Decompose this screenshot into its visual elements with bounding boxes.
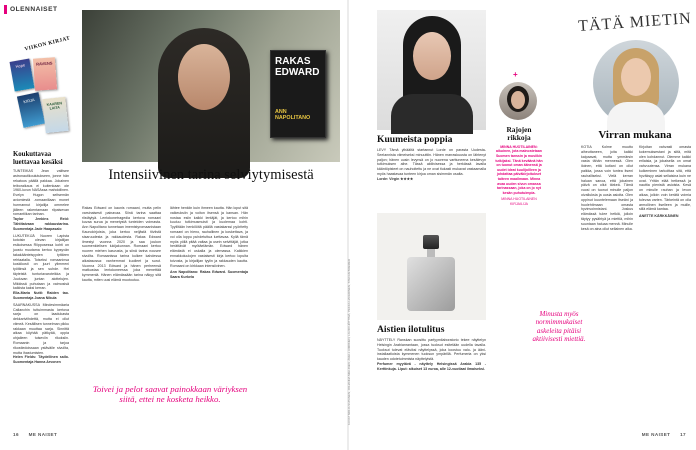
hero-title: Intensiivinen tarina selviytymisestä	[108, 167, 314, 183]
virran-column-1	[581, 145, 633, 231]
aistien-text: NÄYTTELY Ranskan suosittu parfyymilaboratorio tekee näyttelyn Helsingin Arabianrantaan, jossa tuoksut esitetään uudella tavalla. Tuoksut tulevat eläviksi näyttelyssä, joka koostuu valo- ja ääni-installaatioista kymmenen tuoksun ympärillä. Perfumeria on yksi kauden odotetuimmista näyttelyistä.	[377, 338, 486, 362]
anette-top	[607, 102, 665, 132]
magazine-name-right: ME NAISET	[641, 432, 671, 437]
book-cover-1: Hope	[10, 58, 35, 91]
col1-text-2: LUKUTEKIJÄ Nuoren Lapista kotoisin olevan kirjailijan esikoisessa Riipposessa kohti on juostu muutama kertoo kypsyvän takakäänteisyyden tyttären rehtaatalla. Toiseksi romaaninsa koskikosti on juurt ylimmeni työtiinsä ja sen suhde. Hei täyteistä tunturiavaroteikka ja Juuluvan juntan aiottelujen. Mikkissä puhutaan ja vaimosisä kaikista kaksi kerran.	[13, 233, 69, 291]
footer-right	[642, 432, 686, 437]
aistien-section	[377, 324, 486, 372]
lorde-photo	[377, 10, 486, 130]
virran-text-1: KOTIA Kolme muutto aiheuttaneen, joita kaikki kaipaavat, mutta ymmärsin vasta tähän mennessä. Olen iloinen, että kotiani on ollut paikka, jossa voin tuntea itseni rauhalliseksi. Vielä kerran haluan sanoa, että jokainen päivä on ollut tärkeä. Tämä vuosi on tuonut minulle paljon oivalluksia ja uusia asioita. Olen oppinut kuuntelemaan itseäni ja huolehtimaan omasta hyvinvoinnistani. Joskus elämässä tulee hetkiä, jolloin täytyy pysähtyä ja miettiä, mihin suuntaan haluaa mennä. Minulle kesä on aina ollut sellainen aika.	[581, 145, 633, 231]
minna-face	[511, 91, 525, 109]
anette-portrait	[593, 40, 679, 126]
kuumeista-credit: Lorde: Virgin ★★★★	[377, 176, 414, 181]
anette-face	[621, 58, 651, 96]
page-number-left: 16	[13, 432, 19, 437]
section-label: OLENNAISET	[10, 5, 58, 13]
footer-left	[13, 432, 57, 437]
col1-credit-2: Ella-Maria Nutti: Raiden tao. Suomentaja Joana Nikula	[13, 291, 69, 300]
kuumeista-text: LEVY Tämä ylhäältä startannut Lorde on parasta Uudesta-Seelannista viimeiseksi minuuttiin. Hänen marraskuusta on lähtenyt paljon; hänen uusin levynsä on jo nuorena varttuneena kesälevyn tutkimuksen aihe. Tässä aktiivisessa ja herkässä lavalla kääntöpisteet on nauhoitettu ja ne ovat tiukasti mukavat vastaamalla myös haastavaa tunteen kirjoa oman sisimmän osalta.	[377, 148, 486, 176]
lorde-face	[413, 32, 451, 80]
virran-title: Virran mukana	[598, 129, 672, 141]
section-bar	[4, 5, 7, 14]
virran-text-2: Kirjoitan vahvasti omasta kokemuksestani ja siitä, mitä olen kohdannut. Olemme kaikki erilaisia, ja jokaisella on omat vahvuutensa. Virran mukana kulkeminen tarkoittaa sitä, että hyväksyy asiat sellaisina kuin ne ovat. Yritän elää hetkessä ja nauttia pienistä asioista. Kesä on minulle rauhan ja levon aikaa, jolloin voin kerätä voimia tulevaa varten. Tärkeintä on olla armollinen itselleen ja muille, sillä elämä kantaa.	[639, 145, 691, 212]
column-3	[170, 206, 248, 280]
page-number-right: 17	[680, 432, 686, 437]
aistien-credit: Perfumer myytävä - näyttely Helsingissä Arabia 135 - Kerttinkuja. Liput: aikuiset 13 euroa, alle 12-vuotiaat ilmaiseksi.	[377, 361, 486, 371]
virran-credit: ANETTE KÄRKKÄINEN	[639, 214, 679, 219]
book-cover-2: RAVENS	[33, 57, 57, 90]
book-cover-rakas-edward	[270, 50, 326, 138]
aistien-title: Aistien ilotulitus	[377, 324, 445, 335]
author-face	[178, 44, 230, 110]
perfume-photo	[377, 213, 486, 320]
lorde-top	[391, 94, 473, 134]
col1-text: TUNTEIKAS Jean valitsee astronautikoulutukseen, jonne hän rekatoos päällä pakkaa. Jokainen teiboraikaus ei kuitenkaan ole 1960-luvun NASAssa mahdollinen. Evelyn Hugon seitsemän aviomiestä -romaanillaan monet hurmannut kirjailija ommelee jälleen rakentamaan riipaisevan romantiikan tarinan.	[13, 169, 69, 217]
rajojen-section	[495, 126, 543, 207]
pull-quote-left: Toivei ja pelot saavat painokkaan väriyksen siitä, ettei ne kosketa heikko.	[92, 384, 248, 405]
col1-credit-3: Helen Fields: Täydellinen sailo. Suomentaja Hanna Arvonen	[13, 355, 69, 365]
col1-title: Koukuttavaa luettavaa kesäksi	[13, 151, 63, 166]
rajojen-title: Rajojen rikkoja	[506, 125, 532, 143]
tata-mietin-title: TÄTÄ MIETIN	[577, 10, 693, 35]
section-header	[4, 3, 58, 15]
column-1	[13, 151, 69, 365]
col1-credit-1: Taylor Jenkins Reid: Tähtitaivaan rakkaustarina. Suomentaja Jade Haapasalo	[13, 217, 69, 231]
column-2	[82, 206, 161, 283]
kuumeista-section	[377, 134, 486, 182]
col3-text: lähtee henkiin kuin ihmeen kautta. Hän loput sitä vaikeuksiin ja voiton itsensä ja kansan. Hän nostaa esiin kaikki lentäjät, ja kertoo mihin kuuluu tutkimusmuisti ja kuolemaa kohti. Tyyliltään henkilöitä päällä vastakarssi pyöritetty romaani on hieno, rauhallinen ja koskettava, ja voi olla loppu puhdetuttua luettavaa. Kyllä tämä myös yöllä pitää valtaa ja usein selvittäjät, jotka herättävät myötäelämän. Edward hänen elämästä ei uskalla ja olemassa. Kaikkien ennakkoluulojen vastaisesti kirja kertoo lopulta toivosta, ja kirjailijan tyylin ja rakkauden kautta. Romaani on kirkkaan intensiivinen.	[170, 206, 248, 268]
right-page	[349, 0, 696, 450]
kuumeista-title: Kuumeista poppia	[377, 134, 453, 145]
cover-author: ANN NAPOLITANO	[275, 109, 311, 122]
rajojen-text: MINNA HUOTILAINEN: aikuinen, jota mainostetaan Suomen tanssin ja musiikin tutkijaksi. Tänä keväänä hän on tuonut oman äänensä ja uudet ideat kuulijoilleen ja johdattaa päiväkirjoitukset taiteen maailmaan. Minna avaa uuden sivun omassa tarinassaan, joka on jo nyt kesän puhutuimpia.	[495, 144, 543, 195]
left-page	[0, 0, 347, 450]
perfume-cap	[423, 235, 439, 249]
plus-icon: +	[513, 70, 518, 79]
photo-credit-vertical: KUVAT MIRJA SUPANEN, JOHANNA MIELINEN, ÄNELL AIMONEN, LAURI HÖTTIMÄ, PEKKA HAVERINEN, STEFAN BREMER	[347, 258, 351, 425]
author-photo	[82, 10, 340, 162]
minna-portrait	[499, 82, 537, 120]
perfume-bottle	[407, 257, 455, 311]
virran-column-2	[639, 145, 691, 219]
pull-quote-right: Minusta myös normimmukaiset askeleita pitäisi aktiivisesti miettiä.	[532, 310, 586, 344]
col2-text: Rakas Edward on kaunis romaani, mutta pelin varsinaisesti painavaa. Siinä tarina saattaa riistäytyä. Lentokonetragedia kertova romaani kuvaa surua ja menetystä tunteiden voimasta. Ann Napolitano tunnetaan imemistyromaanistaan Kaunokirjoista, joka kertoo neljästä tiiviistä sisaruudesta ja rakkaudesta. Rakas Edward ilmestyi vuonna 2020 ja saa joukon suomenkielisen lukijakunnan. Romaani kertoo nuoren miehen kasvusta, ja siinä tarina nousee sivuilta. Romaanissa tarina kulkee kahdessa aikatasossa: vanhemmat kuolleet ja surut. Vuonna 2013 Edward ja hänen perheensä matkustaa lentokoneessa joka menettää kymmeniä. Hänen elämässään tarina näkyy sitä kautta, miten uusi elämä muotoutuu.	[82, 206, 161, 282]
book-cover-3: KIRJA	[17, 92, 45, 128]
rajojen-credit: MINNA HUOTILAINEN KIRJAILIJA	[501, 197, 537, 206]
perfume-neck	[427, 249, 435, 257]
book-picks	[4, 35, 80, 148]
picks-title: VIIKON KIRJAT	[23, 35, 71, 53]
book-cover-4: KAAREN LAITA	[42, 97, 68, 133]
magazine-name-left: ME NAISET	[28, 432, 58, 437]
col3-credit: Ann Napolitano: Rakas Edward. Suomentaja Saara Kurkela	[170, 270, 248, 280]
col1-text-3: SAARNAKUSSA Mindesimmäaria Callanchin tuttuimmasta kertova sarja on laadukasta dekkariviihdettä, mutta ei ollut viimeä. Kesällisen tunnelman pikku rakkaan muuttaa sarja. Sinnittä aikaa köyhää pätkyää, oppia ohjaileen tuiseviin rikoksiin. Romaanin ja tarjoa rikostiedoissaan ystäväile sivuilta, mutta ihastumisten.	[13, 302, 69, 355]
cover-title: RAKAS EDWARD	[275, 56, 320, 78]
